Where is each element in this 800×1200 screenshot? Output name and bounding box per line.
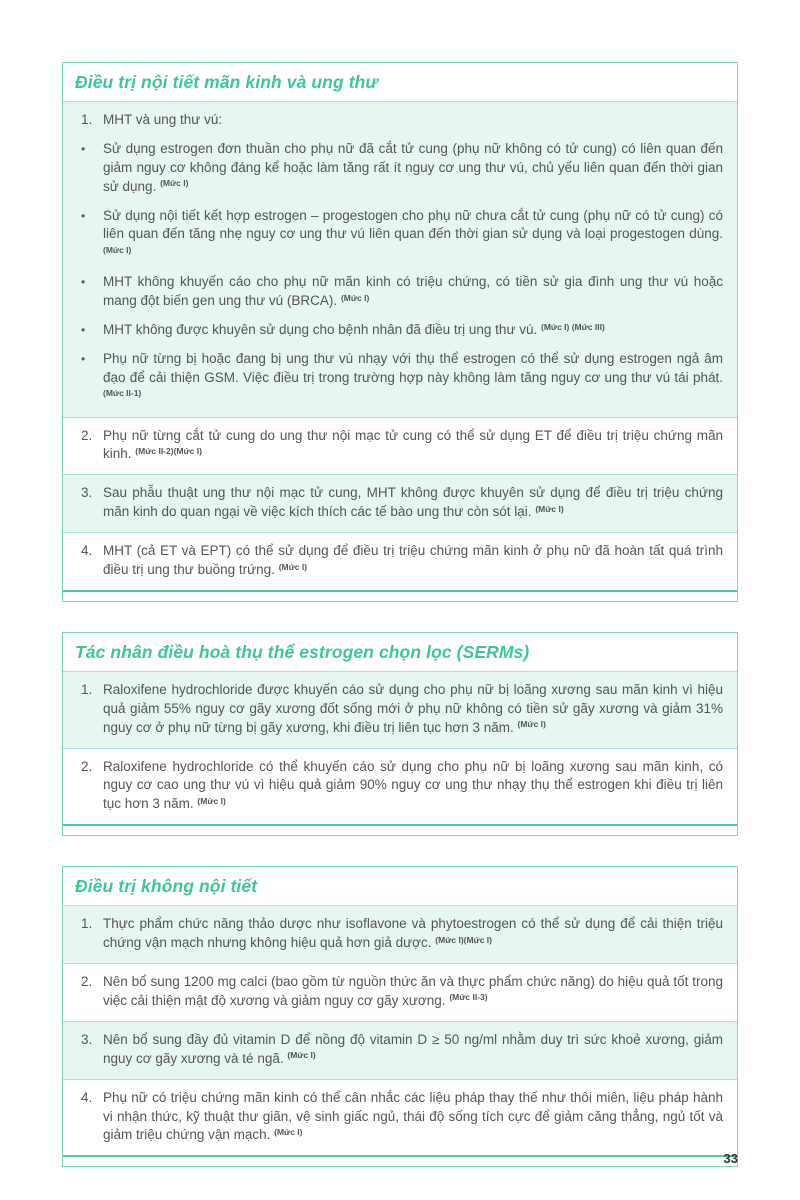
recommendation-block (63, 672, 737, 748)
item-number: 1. (81, 112, 93, 127)
recommendation-item (63, 350, 737, 407)
item-text: Nên bổ sung 1200 mg calci (bao gồm từ nguồn thức ăn và thực phẩm chức năng) do hiệu quả tốt trong việc cải thiện mật độ xương và giảm nguy cơ gãy xương. $^{(Mức II-3)}$ (103, 974, 723, 1008)
recommendation-block (63, 417, 737, 475)
recommendation-item (63, 973, 737, 1011)
bullet-marker: • (81, 275, 86, 290)
item-number: 1. (81, 681, 93, 697)
item-text: Sử dụng estrogen đơn thuần cho phụ nữ đã cắt tử cung (phụ nữ không có tử cung) có liên quan đến giảm nguy cơ không đáng kể hoặc làm tăng rất ít nguy cơ ung thư vú, chủ yếu liên quan đến thời gian sử dụng. $^{(Mức I)}$ (103, 140, 723, 194)
evidence-level-cite: (Mức I) (103, 244, 132, 255)
recommendation-block (63, 102, 737, 417)
item-number: 2. (81, 758, 93, 774)
item-text: Nên bổ sung đầy đủ vitamin D để nồng độ vitamin D ≥ 50 ng/ml nhằm duy trì sức khoẻ xương, giảm nguy cơ gãy xương và té ngã. $^{(Mức I)}$ (103, 1031, 723, 1066)
sections-container (62, 62, 738, 1167)
section-title: Điều trị nội tiết mãn kinh và ung thư (63, 63, 737, 102)
item-number: 3. (81, 485, 93, 501)
guideline-section-2 (62, 632, 738, 836)
item-text: MHT và ung thư vú: (103, 112, 223, 127)
bullet-marker: • (81, 323, 86, 338)
guideline-section-3 (62, 866, 738, 1167)
recommendation-block (63, 1079, 737, 1156)
guideline-section-1 (62, 62, 738, 602)
evidence-level-cite: (Mức I) (278, 561, 308, 572)
item-text: Raloxifene hydrochloride được khuyến cáo sử dụng cho phụ nữ bị loãng xương sau mãn kinh vì hiệu quả giảm 55% nguy cơ gãy xương đốt sống mới ở phụ nữ không có tiền sử gãy xương và giảm 31% nguy cơ ở phụ nữ từng bị gãy xương, khi điều trị liên tục hơn 3 năm. $^{(Mức I)}$ (103, 681, 723, 735)
recommendation-item (63, 484, 737, 522)
recommendation-item (63, 915, 737, 953)
evidence-level-cite: (Mức II-1) (103, 388, 142, 399)
recommendation-item (63, 542, 737, 580)
evidence-level-cite: (Mức II-2)(Mức I) (135, 445, 202, 456)
recommendation-item (63, 427, 737, 465)
evidence-level-cite: (Mức I) (340, 292, 370, 303)
bullet-marker: • (81, 141, 86, 156)
evidence-level-cite: (Mức I) (274, 1126, 303, 1137)
section-title: Tác nhân điều hoà thụ thể estrogen chọn lọc (SERMs) (63, 633, 737, 672)
item-number: 4. (81, 1089, 93, 1105)
recommendation-block (63, 906, 737, 963)
item-text: Thực phẩm chức năng thảo dược như isoflavone và phytoestrogen có thể sử dụng để cải thiện triệu chứng vận mạch nhưng không hiệu quả hơn giả dược. $^{(Mức I)(Mức I)}$ (103, 916, 723, 951)
section-title: Điều trị không nội tiết (63, 867, 737, 906)
item-number: 2. (81, 427, 93, 443)
evidence-level-cite: (Mức I) (Mức III) (541, 321, 605, 332)
item-text: Phụ nữ từng bị hoặc đang bị ung thư vú nhạy với thụ thể estrogen có thể sử dụng estrogen ngả âm đạo để cải thiện GSM. Việc điều trị trong trường hợp này không làm tăng nguy cơ ung thư vú tái phát. $^{(Mức II-1)}$ (103, 350, 723, 399)
item-text: MHT không khuyến cáo cho phụ nữ mãn kinh có triệu chứng, có tiền sử gia đình ung thư vú hoặc mang đột biến gen ung thư vú (BRCA). $^{(Mức I)}$ (103, 274, 723, 309)
recommendation-item (63, 140, 737, 197)
evidence-level-cite: (Mức I) (517, 719, 546, 730)
page-number: 33 (723, 1151, 738, 1166)
recommendation-block (63, 474, 737, 532)
item-text: MHT không được khuyên sử dụng cho bệnh nhân đã điều trị ung thư vú. $^{(Mức I) (Mức III)}$ (103, 321, 605, 338)
evidence-level-cite: (Mức I) (160, 178, 189, 189)
section-blocks (63, 906, 737, 1157)
recommendation-item (63, 273, 737, 311)
section-blocks (63, 102, 737, 592)
recommendation-item (63, 758, 737, 815)
item-number: 4. (81, 543, 93, 559)
recommendation-item (63, 681, 737, 738)
item-text: Phụ nữ có triệu chứng mãn kinh có thể cân nhắc các liệu pháp thay thế như thôi miên, liệu pháp hành vi nhận thức, kỹ thuật thư giãn, vệ sinh giấc ngủ, thái độ sống tích cực để giảm căng thẳng, ngủ tốt và giảm triệu chứng vận mạch. $^{(Mức I)}$ (103, 1089, 723, 1143)
recommendation-block (63, 1021, 737, 1079)
item-number: 2. (81, 974, 93, 990)
evidence-level-cite: (Mức I)(Mức I) (435, 934, 492, 945)
item-text: Phụ nữ từng cắt tử cung do ung thư nội mạc tử cung có thể sử dụng ET để điều trị triệu chứng mãn kinh. $^{(Mức II-2)(Mức I)}$ (103, 427, 723, 462)
evidence-level-cite: (Mức I) (197, 795, 226, 806)
item-text: Sử dụng nội tiết kết hợp estrogen – progestogen cho phụ nữ chưa cắt tử cung (phụ nữ có tử cung) có liên quan đến tăng nhẹ nguy cơ ung thư vú liên quan đến thời gian sử dụng và loại progestogen dùng. $^{(Mức I)}$ (103, 207, 723, 255)
recommendation-block (63, 963, 737, 1021)
item-text: Sau phẫu thuật ung thư nội mạc tử cung, MHT không được khuyên sử dụng để điều trị triệu chứng mãn kinh do quan ngại về việc kích thích các tế bào ung thư còn sót lại. $^{(Mức I)}$ (103, 485, 723, 520)
evidence-level-cite: (Mức I) (535, 503, 564, 514)
bullet-marker: • (81, 351, 86, 366)
recommendation-block (63, 532, 737, 590)
recommendation-block (63, 748, 737, 825)
item-text: MHT (cả ET và EPT) có thể sử dụng để điều trị triệu chứng mãn kinh ở phụ nữ đã hoàn tất quá trình điều trị ung thư buồng trứng. $^{(Mức I)}$ (103, 543, 723, 578)
item-number: 1. (81, 916, 93, 932)
item-text: Raloxifene hydrochloride có thể khuyến cáo sử dụng cho phụ nữ bị loãng xương sau mãn kinh, có nguy cơ cao ung thư vú vì hiệu quả giảm 90% nguy cơ ung thư nhạy thụ thể estrogen khi điều trị liên tục hơn 3 năm. $^{(Mức I)}$ (103, 758, 723, 812)
recommendation-item (63, 207, 737, 264)
recommendation-item (63, 1089, 737, 1146)
section-blocks (63, 672, 737, 826)
evidence-level-cite: (Mức I) (287, 1050, 316, 1061)
recommendation-item (63, 1031, 737, 1069)
item-number: 3. (81, 1031, 93, 1047)
recommendation-item (63, 111, 737, 130)
evidence-level-cite: (Mức II-3) (449, 992, 488, 1003)
bullet-marker: • (81, 208, 86, 223)
recommendation-item (63, 321, 737, 340)
